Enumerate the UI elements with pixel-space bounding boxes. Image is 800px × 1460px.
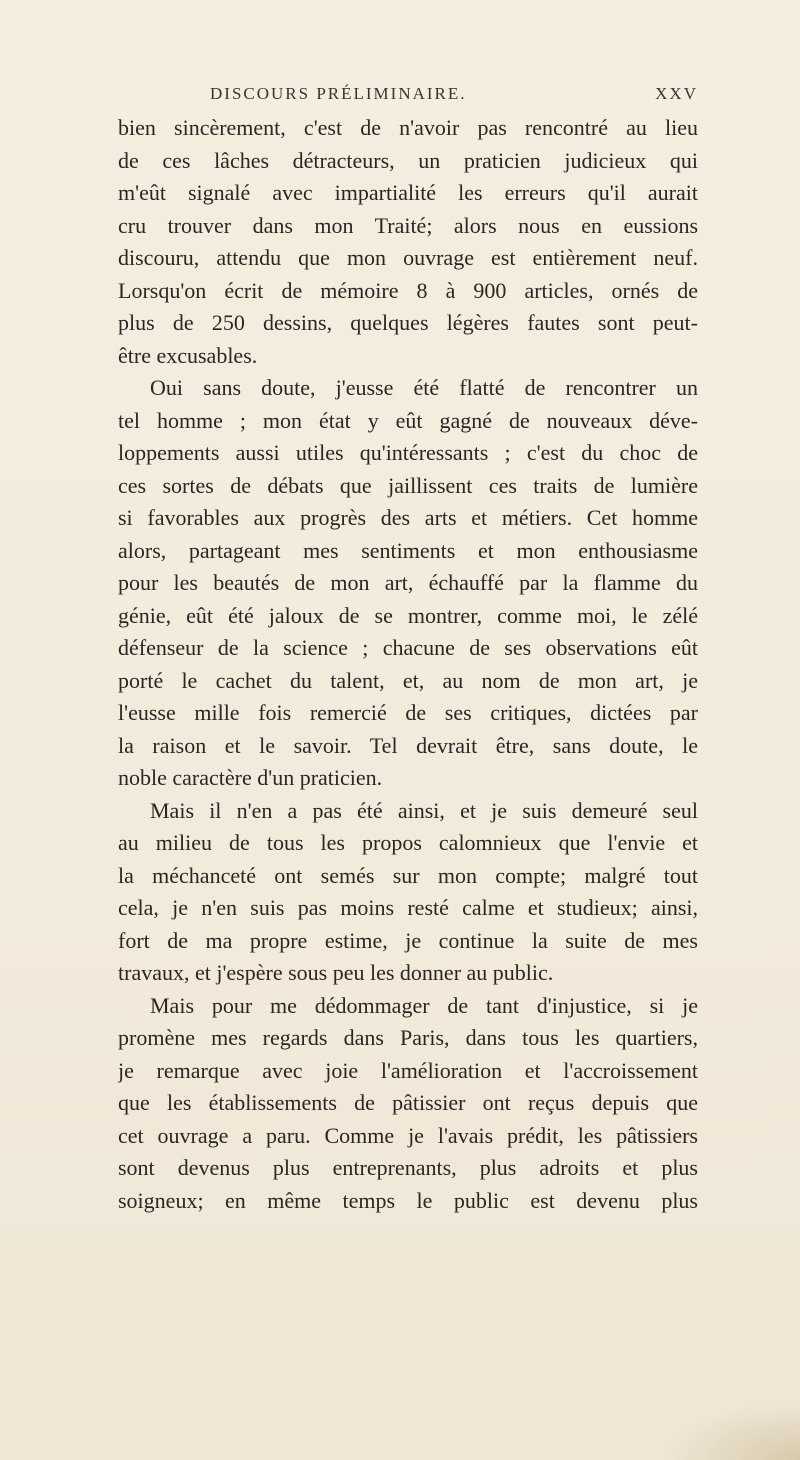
- text-line: Lorsqu'on écrit de mémoire 8 à 900 articles, ornés de: [118, 277, 698, 303]
- text-line: génie, eût été jaloux de se montrer, comme moi, le zélé: [118, 602, 698, 628]
- text-line: soigneux; en même temps le public est devenu plus: [118, 1187, 698, 1213]
- text-line: loppements aussi utiles qu'intéressants ; c'est du choc de: [118, 440, 698, 465]
- text-line: travaux, et j'espère sous peu les donner au public.: [118, 960, 554, 985]
- text-line: plus de 250 dessins, quelques légères fautes sont peut-: [118, 310, 698, 335]
- text-line: être excusables.: [118, 342, 258, 368]
- text-line: m'eût signalé avec impartialité les erreurs qu'il aurait: [118, 180, 698, 205]
- text-line: fort de ma propre estime, je continue la suite de mes: [118, 927, 698, 953]
- text-line: la raison et le savoir. Tel devrait être, sans doute, le: [118, 732, 698, 758]
- text-line: la méchanceté ont semés sur mon compte; malgré tout: [118, 862, 698, 888]
- page-number: XXV: [655, 84, 698, 103]
- text-line: l'eusse mille fois remercié de ses critiques, dictées par: [118, 700, 698, 725]
- text-line: alors, partageant mes sentiments et mon enthousiasme: [118, 537, 698, 563]
- text-line: Mais il n'en a pas été ainsi, et je suis demeuré seul: [150, 797, 698, 823]
- text-line: si favorables aux progrès des arts et métiers. Cet homme: [118, 505, 698, 530]
- text-line: je remarque avec joie l'amélioration et l'accroissement: [118, 1057, 698, 1083]
- text-line: tel homme ; mon état y eût gagné de nouveaux déve-: [118, 407, 698, 433]
- text-line: pour les beautés de mon art, échauffé par la flamme du: [118, 570, 698, 595]
- running-title: DISCOURS PRÉLIMINAIRE.: [210, 84, 467, 103]
- text-line: de ces lâches détracteurs, un praticien judicieux qui: [118, 147, 698, 173]
- paper-stain: [660, 1400, 800, 1460]
- text-line: au milieu de tous les propos calomnieux que l'envie et: [118, 830, 698, 855]
- text-line: Oui sans doute, j'eusse été flatté de rencontrer un: [150, 375, 698, 400]
- text-line: cela, je n'en suis pas moins resté calme et studieux; ainsi,: [118, 895, 698, 920]
- text-line: que les établissements de pâtissier ont reçus depuis que: [118, 1090, 698, 1115]
- text-line: noble caractère d'un praticien.: [118, 765, 383, 790]
- page-header: [118, 84, 698, 108]
- text-line: promène mes regards dans Paris, dans tous les quartiers,: [118, 1025, 698, 1050]
- text-line: ces sortes de débats que jaillissent ces traits de lumière: [118, 472, 698, 498]
- text-line: discouru, attendu que mon ouvrage est entièrement neuf.: [118, 245, 698, 270]
- text-line: cru trouver dans mon Traité; alors nous en eussions: [118, 212, 698, 238]
- text-line: Mais pour me dédommager de tant d'injustice, si je: [150, 992, 698, 1018]
- text-line: cet ouvrage a paru. Comme je l'avais prédit, les pâtissiers: [118, 1122, 698, 1148]
- body-text: [118, 112, 698, 1217]
- text-line: sont devenus plus entreprenants, plus adroits et plus: [118, 1155, 698, 1180]
- text-line: porté le cachet du talent, et, au nom de mon art, je: [118, 667, 698, 693]
- text-line: défenseur de la science ; chacune de ses observations eût: [118, 635, 698, 660]
- text-line: bien sincèrement, c'est de n'avoir pas rencontré au lieu: [118, 115, 698, 140]
